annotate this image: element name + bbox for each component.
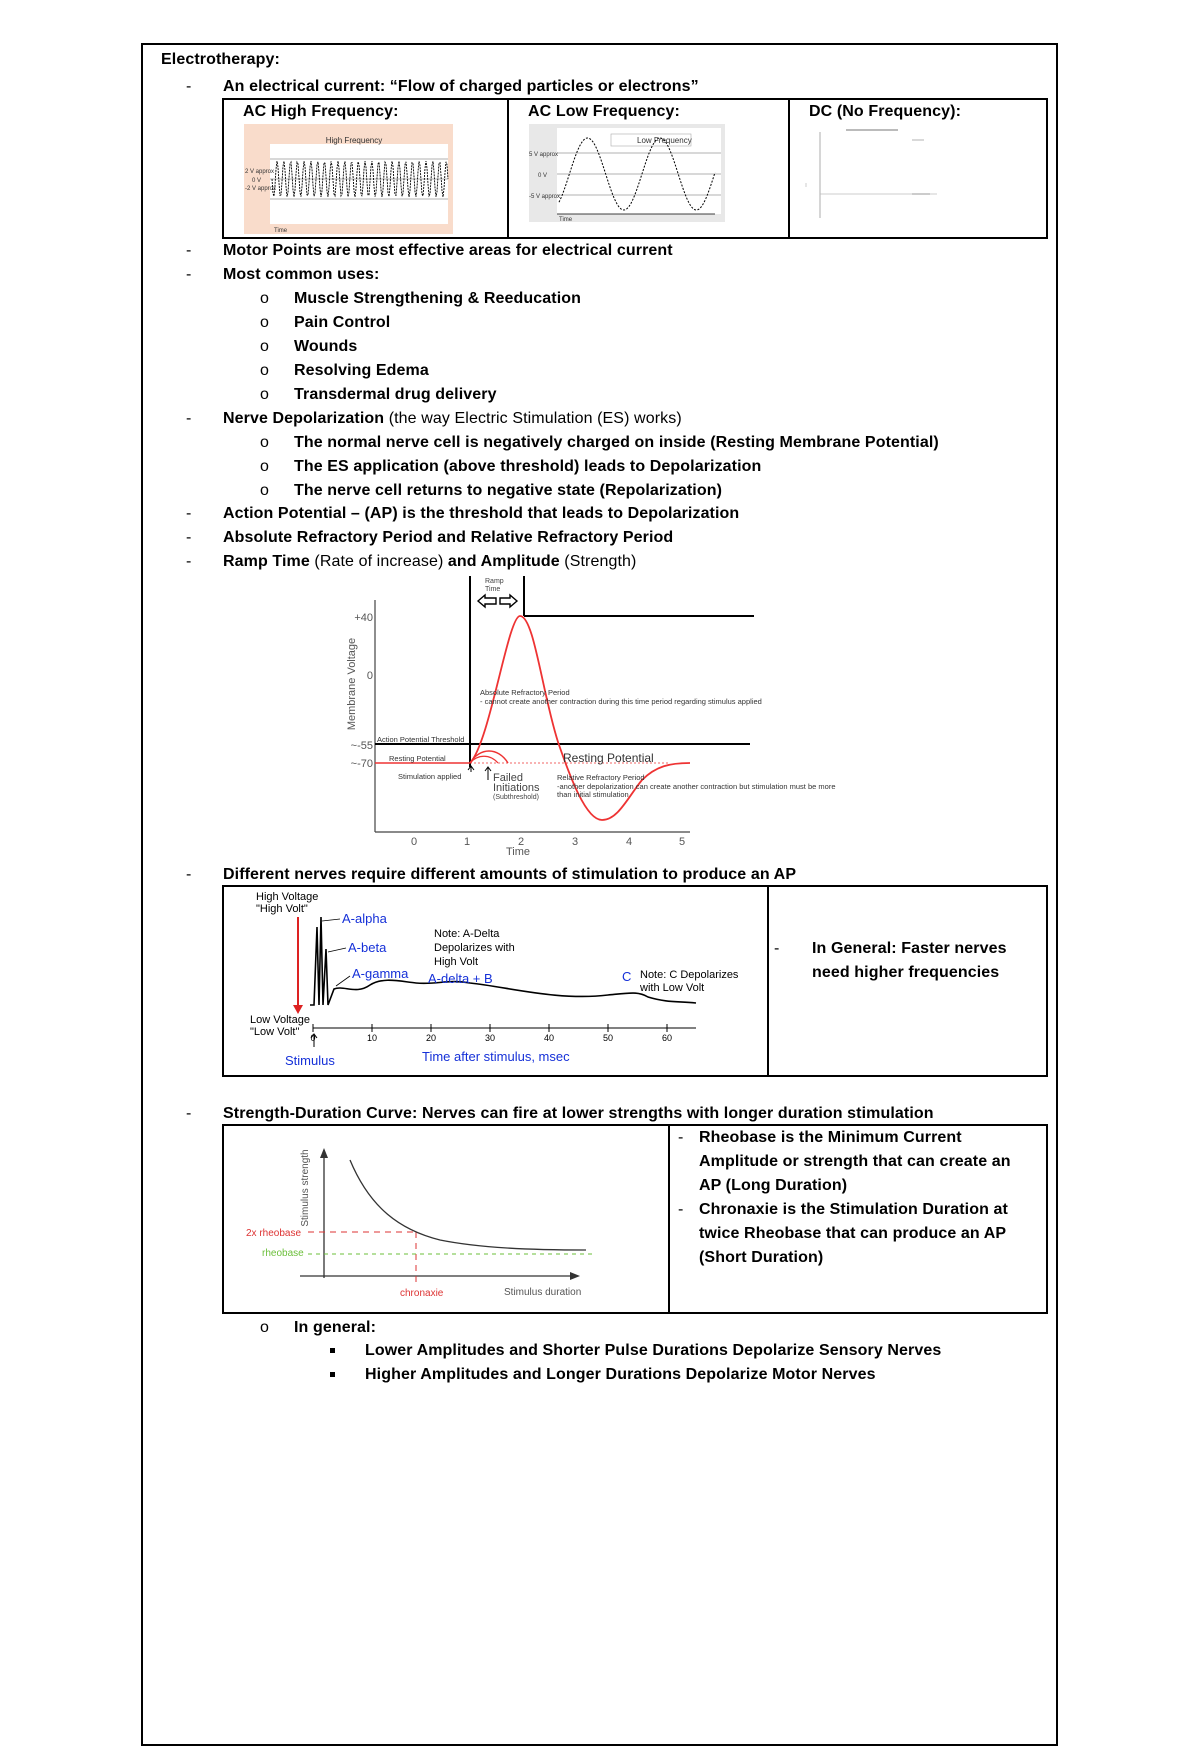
- a-gamma-label: A-gamma: [352, 966, 409, 981]
- y-tick-label: -2 V approx: [245, 186, 277, 192]
- ramp-time-bullet: [223, 552, 636, 572]
- c-note: Note: C Depolarizes: [640, 969, 739, 981]
- low-voltage-label: Low Voltage: [250, 1014, 310, 1026]
- dc-heading: DC (No Frequency):: [809, 103, 962, 120]
- ac-low-frequency-image: [529, 124, 725, 222]
- stimulation-applied-label: Stimulation applied: [398, 772, 462, 781]
- sub-bullet-marker: o: [260, 386, 269, 403]
- nerves-note: need higher frequencies: [812, 964, 1000, 981]
- a-delta-note: Depolarizes with: [434, 942, 515, 954]
- bullet-dash: -: [186, 553, 192, 570]
- bullet-dash: -: [678, 1201, 684, 1218]
- plot-title: High Frequency: [325, 136, 383, 145]
- x-tick-label: 0: [410, 836, 418, 848]
- y-tick-label: +40: [354, 612, 373, 624]
- y-tick-label: ~-55: [350, 740, 373, 752]
- sub-bullet-marker: o: [260, 290, 269, 307]
- y-tick-label: ~-70: [350, 758, 373, 770]
- ac-low-heading: AC Low Frequency:: [528, 103, 680, 120]
- ac-high-frequency-image: [244, 124, 453, 234]
- compound-action-potential-curve: [310, 917, 696, 1005]
- y-tick-label: 2 V approx: [245, 169, 275, 175]
- page-title: Electrotherapy:: [161, 51, 280, 68]
- bullet-dash: -: [186, 866, 192, 883]
- rheobase-note: AP (Long Duration): [699, 1177, 848, 1194]
- x-tick-label: 5: [678, 836, 686, 848]
- bullet-dash: -: [186, 529, 192, 546]
- plot-title: Low Frequency: [637, 136, 692, 145]
- chronaxie-note: twice Rheobase that can produce an AP: [699, 1225, 1007, 1242]
- threshold-label: Action Potential Threshold: [377, 735, 465, 744]
- x-tick-label: 0: [310, 1033, 316, 1043]
- square-bullet: [330, 1372, 335, 1377]
- sub-bullet-marker: o: [260, 458, 269, 475]
- rheobase-note: Rheobase is the Minimum Current: [699, 1129, 962, 1146]
- a-alpha-label: A-alpha: [342, 911, 387, 926]
- bullet-dash: -: [186, 410, 192, 427]
- bullet-dash: -: [186, 242, 192, 259]
- x-axis-label: Stimulus duration: [504, 1287, 582, 1298]
- use-item: Wounds: [294, 338, 358, 355]
- use-item: Resolving Edema: [294, 362, 429, 379]
- table-divider: [668, 1124, 670, 1314]
- x-axis-arrow: [570, 1272, 580, 1280]
- amplitude-label: and Amplitude: [447, 553, 560, 570]
- y-axis-arrow: [320, 1148, 328, 1158]
- label-leader: [328, 948, 346, 952]
- voltage-arrow-head: [293, 1005, 303, 1014]
- y-axis-label: Stimulus strength: [300, 1149, 311, 1227]
- failed-label: Failed: [493, 772, 523, 784]
- failed-arrow: [485, 767, 491, 780]
- y-tick-label: 0 V: [538, 173, 548, 179]
- common-uses-bullet: Most common uses:: [223, 266, 380, 283]
- dc-image: [812, 124, 944, 222]
- ramp-left-arrow: [478, 595, 496, 607]
- x-axis-label: Time: [559, 217, 573, 223]
- a-delta-note: High Volt: [434, 956, 479, 968]
- x-axis-label: Time: [274, 228, 288, 234]
- y-axis-label: Membrane Voltage: [346, 637, 358, 731]
- high-voltage-label: "High Volt": [256, 903, 308, 915]
- table-divider: [788, 98, 790, 239]
- rheobase-note: Amplitude or strength that can create an: [699, 1153, 1011, 1170]
- x-axis-label: Time after stimulus, msec: [422, 1049, 570, 1064]
- general-item: Lower Amplitudes and Shorter Pulse Durations Depolarize Sensory Nerves: [365, 1342, 942, 1359]
- in-general-label: In general:: [294, 1319, 377, 1336]
- ramp-label: Time: [485, 586, 501, 593]
- bullet-dash: -: [186, 266, 192, 283]
- action-potential-diagram: [330, 572, 890, 860]
- ramp-right-arrow: [500, 595, 517, 607]
- sub-bullet-marker: o: [260, 482, 269, 499]
- table-divider: [507, 98, 509, 239]
- ac-high-heading: AC High Frequency:: [243, 103, 399, 120]
- bullet-dash: -: [678, 1129, 684, 1146]
- use-item: Pain Control: [294, 314, 391, 331]
- x-axis-label: Time: [505, 846, 531, 858]
- nerves-heading: Different nerves require different amounts of stimulation to produce an AP: [223, 866, 797, 883]
- rheobase-label: rheobase: [262, 1248, 304, 1259]
- sub-bullet-marker: o: [260, 338, 269, 355]
- nerves-note: In General: Faster nerves: [812, 940, 1007, 957]
- sub-bullet-marker: o: [260, 1319, 269, 1336]
- relative-refractory-note: -another depolarization can create another contraction but stimulation must be more: [557, 782, 836, 791]
- stimulus-label: Stimulus: [285, 1053, 335, 1068]
- failed-label: (Subthreshold): [493, 794, 539, 801]
- a-beta-label: A-beta: [348, 940, 387, 955]
- x-tick-label: 40: [543, 1033, 555, 1043]
- y-tick-label: 0 V: [252, 178, 262, 184]
- chronaxie-note: (Short Duration): [699, 1249, 824, 1266]
- nerve-depolarization-bullet: [223, 409, 682, 429]
- bullet-dash: -: [186, 505, 192, 522]
- x-tick-label: 30: [484, 1033, 496, 1043]
- strength-duration-curve: [350, 1160, 586, 1250]
- low-voltage-label: "Low Volt": [250, 1026, 300, 1038]
- y-tick-label: 5 V approx: [529, 152, 559, 158]
- action-potential-bullet: Action Potential – (AP) is the threshold that leads to Depolarization: [223, 505, 740, 522]
- sub-bullet-marker: o: [260, 362, 269, 379]
- x-tick-label: 20: [425, 1033, 437, 1043]
- x-tick-label: 60: [661, 1033, 673, 1043]
- relative-refractory-title: Relative Refractory Period: [557, 773, 645, 782]
- use-item: Transdermal drug delivery: [294, 386, 497, 403]
- chronaxie-label: chronaxie: [400, 1288, 444, 1299]
- a-delta-note: Note: A-Delta: [434, 928, 500, 940]
- label-leader: [336, 976, 350, 986]
- x-tick-label: 10: [366, 1033, 378, 1043]
- c-note: with Low Volt: [640, 982, 705, 994]
- failed-label: Initiations: [493, 782, 540, 794]
- current-definition: An electrical current: “Flow of charged particles or electrons”: [223, 78, 699, 95]
- refractory-bullet: Absolute Refractory Period and Relative Refractory Period: [223, 529, 674, 546]
- absolute-refractory-title: Absolute Refractory Period: [480, 688, 570, 697]
- high-voltage-label: High Voltage: [256, 891, 319, 903]
- nerve-item: The ES application (above threshold) leads to Depolarization: [294, 458, 762, 475]
- nerve-fiber-diagram: [248, 889, 739, 1072]
- label-leader: [322, 919, 340, 921]
- y-tick-label: -5 V approx: [529, 194, 561, 200]
- nerve-depolarization-label: Nerve Depolarization: [223, 410, 385, 427]
- c-fiber-label: C: [622, 969, 632, 984]
- table-divider: [767, 885, 769, 1077]
- strength-duration-heading: Strength-Duration Curve: Nerves can fire at lower strengths with longer duration stimulation: [223, 1105, 934, 1122]
- square-bullet: [330, 1348, 335, 1353]
- nerve-item: The normal nerve cell is negatively charged on inside (Resting Membrane Potential): [294, 434, 939, 451]
- 2x-rheobase-label: 2x rheobase: [246, 1228, 302, 1239]
- sub-bullet-marker: o: [260, 434, 269, 451]
- resting-potential-label: Resting Potential: [563, 751, 654, 765]
- resting-potential-small-label: Resting Potential: [389, 754, 446, 763]
- x-tick-label: 3: [571, 836, 579, 848]
- x-tick-label: 50: [602, 1033, 614, 1043]
- motor-points-bullet: Motor Points are most effective areas for electrical current: [223, 242, 673, 259]
- x-tick-label: 1: [463, 836, 471, 848]
- use-item: Muscle Strengthening & Reeducation: [294, 290, 581, 307]
- strength-duration-chart: [240, 1128, 660, 1304]
- x-ticks: [310, 1024, 672, 1043]
- absolute-refractory-note: - cannot create another contraction during this time period regarding stimulus applied: [480, 697, 762, 706]
- a-delta-label: A-delta + B: [428, 971, 493, 986]
- x-tick-label: 4: [625, 836, 633, 848]
- amplitude-note: (Strength): [559, 553, 637, 570]
- sub-bullet-marker: o: [260, 314, 269, 331]
- relative-refractory-note: than initial stimulation: [557, 790, 629, 799]
- x-tick-label: 2: [517, 836, 525, 848]
- bullet-dash: -: [186, 1105, 192, 1122]
- nerve-item: The nerve cell returns to negative state (Repolarization): [294, 482, 723, 499]
- bullet-dash: -: [186, 78, 192, 95]
- bullet-dash: -: [774, 940, 780, 957]
- chronaxie-note: Chronaxie is the Stimulation Duration at: [699, 1201, 1008, 1218]
- y-tick-label: 0: [366, 670, 373, 682]
- ramp-time-note: (Rate of increase): [309, 553, 448, 570]
- general-item: Higher Amplitudes and Longer Durations Depolarize Motor Nerves: [365, 1366, 876, 1383]
- ramp-label: Ramp: [485, 578, 504, 585]
- ramp-time-label: Ramp Time: [223, 553, 310, 570]
- nerve-depolarization-note: (the way Electric Stimulation (ES) works): [384, 410, 682, 427]
